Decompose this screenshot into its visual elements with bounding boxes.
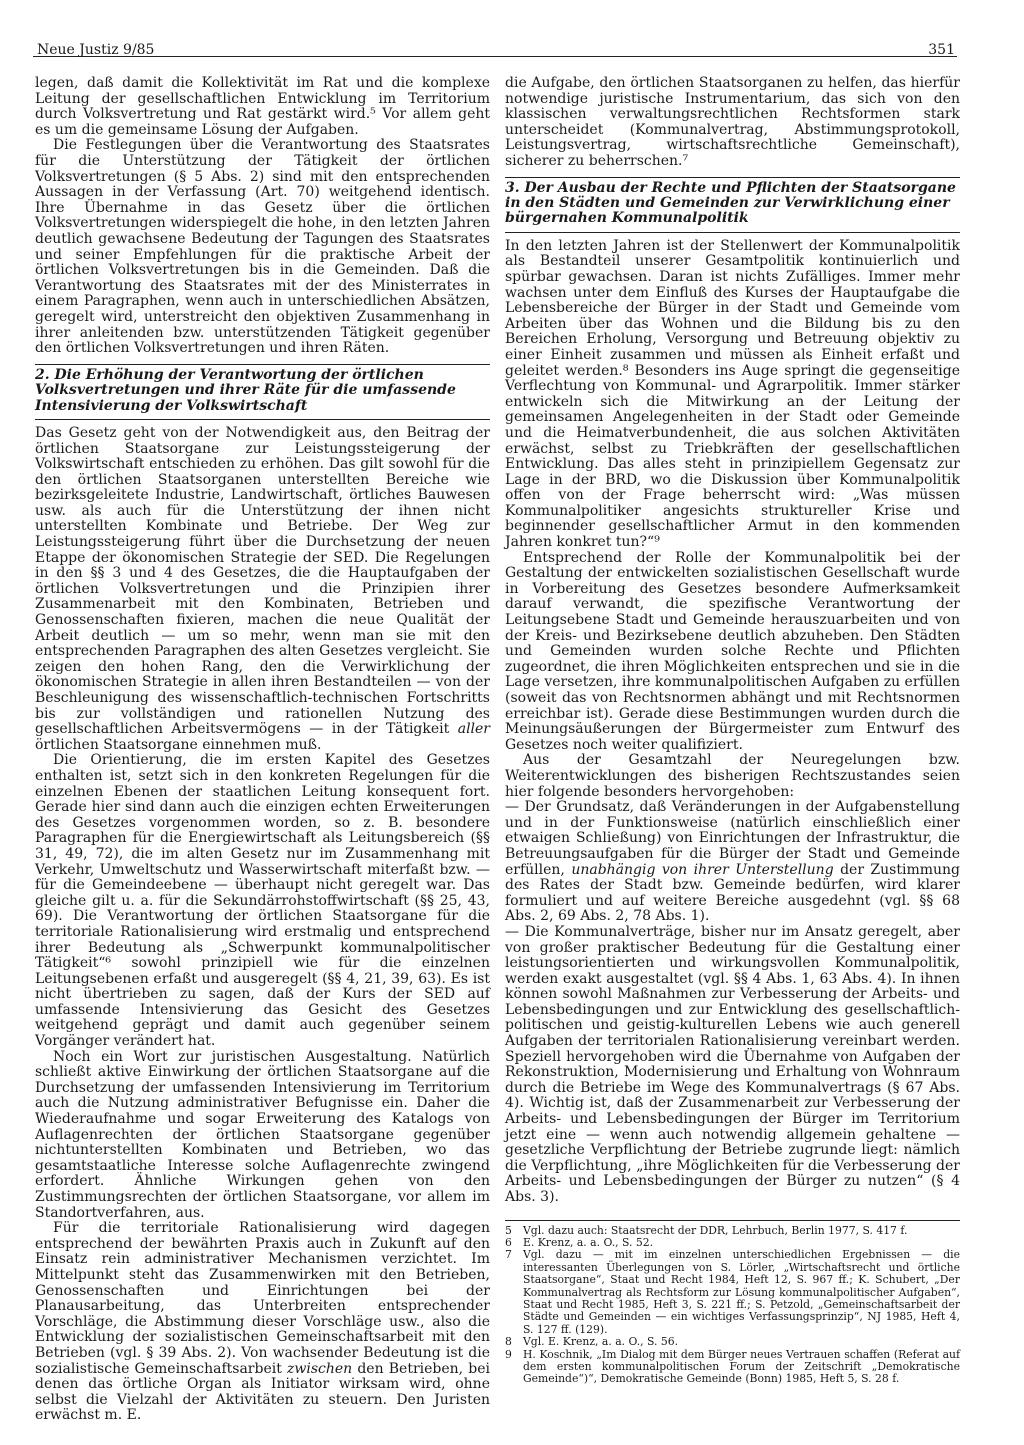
- emphasis: zwischen: [286, 1360, 353, 1377]
- text-run: Für die territoriale Rationalisierung wird dagegen entsprechend der bewährten Praxis auch in Zukunft auf den Einsatz rein administrativer Mechanismen verzichtet. Im Mittelpunkt steht das Zusammenwirken mit den Betrieben, Genossenschaften und Einrichtungen bei der Planausarbeitung, das Unterbreiten entsprechender Vorschläge, die Abstimmung dieser Vorschläge usw., also die Entwicklung der sozialistischen Gemeinschaftsarbeit mit den Betrieben (vgl. § 39 Abs. 2). Von wachsender Bedeutung ist die sozialistische Gemeinschaftsarbeit: [35, 1220, 490, 1377]
- footnote-text: Vgl. E. Krenz, a. a. O., S. 56.: [523, 1335, 679, 1349]
- text-run: — Der Grundsatz, daß Veränderungen in der Aufgabenstellung und in der Funktionsweise (natürlich einschließlich einer etwaigen Schließung) von Einrichtungen der Infrastruktur, die Betreuungsaufgaben für die Bürger der Stadt und Gemeinde erfüllen,: [505, 799, 960, 878]
- left-column: [35, 76, 490, 1424]
- footnote-number: 6: [505, 1236, 512, 1249]
- page-number: 351: [928, 42, 955, 58]
- footnote: [505, 1249, 960, 1336]
- footnote: [505, 1349, 960, 1386]
- section-heading-2: 2. Die Erhöhung der Verantwortung der örtlichen Volksvertretungen und ihrer Räte für die umfassende Intensivierung der Volkswirtschaft: [35, 364, 490, 420]
- emphasis: unabhängig von ihrer Unterstellung: [571, 861, 834, 878]
- footnote: [505, 1336, 960, 1348]
- footnote-number: 7: [505, 1248, 512, 1262]
- paragraph: legen, daß damit die Kollektivität im Rat und die komplexe Leitung der gesellschaftlichen Entwicklung im Territorium durch Volksvertretung und Rat gestärkt wird.⁵ Vor allem geht es um die gemeinsame Lösung der Aufgaben.: [35, 75, 490, 138]
- footnote-text: E. Krenz, a. a. O., S. 52.: [523, 1236, 654, 1249]
- paragraph: — Die Kommunalverträge, bisher nur im Ansatz geregelt, aber von großer praktischer Bedeutung für die Gestaltung einer leistungsorientierten und wirkungsvollen Kommunalpolitik, werden exakt ausgestaltet (vgl. §§ 4 Abs. 1, 63 Abs. 4). In ihnen können sowohl Maßnahmen zur Verbesserung der Arbeits- und Lebensbedingungen und zur Entwicklung des gesellschaftlich-politischen und geistig-kulturellen Lebens wie auch generell Aufgaben der territorialen Rationalisierung vereinbart werden. Speziell hervorgehoben wird die Übernahme von Aufgaben der Rekonstruktion, Modernisierung und Erhaltung von Wohnraum durch die Betriebe im Wege des Kommunalvertrags (§ 67 Abs. 4). Wichtig ist, daß der Zusammenarbeit zur Verbesserung der Arbeits- und Lebensbedingungen der Bürger im Territorium jetzt eine — wenn auch notwendig allgemein gehaltene — gesetzliche Verpflichtung der Betriebe zugrunde liegt: nämlich die Verpflichtung, „ihre Möglichkeiten für die Verbesserung der Arbeits- und Lebensbedingungen der Bürger zu nutzen“ (§ 4 Abs. 3).: [505, 923, 960, 1205]
- emphasis: aller: [457, 721, 490, 738]
- footnote-number: 8: [505, 1335, 512, 1349]
- footnote-text: H. Koschnik, „Im Dialog mit dem Bürger neues Vertrauen schaffen (Referat auf dem ersten kommunalpolitischen Forum der Zeitschrift „Demokratische Gemeinde“)“, Demokratische Gemeinde (Bonn) 1985, Heft 5, S. 28 f.: [523, 1347, 960, 1386]
- footnote-text: Vgl. dazu auch: Staatsrecht der DDR, Lehrbuch, Berlin 1977, S. 417 f.: [523, 1223, 908, 1237]
- paragraph: [505, 800, 960, 925]
- text-run: Das Gesetz geht von der Notwendigkeit aus, den Beitrag der örtlichen Staatsorgane zur Leistungssteigerung der Volkswirtschaft entschieden zu erhöhen. Das gilt sowohl für die den örtlichen Staatsorganen unterstellten Bereiche wie bezirksgeleitete Industrie, Landwirtschaft, örtliches Bauwesen usw. als auch für die Unterstützung der ihnen nicht unterstellten Kombinate und Betriebe. Der Weg zur Leistungssteigerung führt über die Durchsetzung der neuen Etappe der ökonomischen Strategie der SED. Die Regelungen in den §§ 3 und 4 des Gesetzes, die die Hauptaufgaben der örtlichen Volksvertretungen und die Prinzipien ihrer Zusammenarbeit mit den Kombinaten, Betrieben und Genossenschaften fixieren, machen die neue Qualität der Arbeit deutlich — um so mehr, wenn man sie mit den entsprechenden Paragraphen des alten Gesetzes vergleicht. Sie zeigen den hohen Rang, den die Verwirklichung der ökonomischen Strategie in allen ihren Bestandteilen — von der Beschleunigung des wissenschaftlich-technischen Fortschritts bis zur vollständigen und rationellen Nutzung des gesellschaftlichen Arbeitsvermögens — in der Tätigkeit: [35, 424, 490, 738]
- paragraph: Die Orientierung, die im ersten Kapitel des Gesetzes enthalten ist, setzt sich in den konkreten Regelungen für die einzelnen Ebenen der staatlichen Leitung konsequent fort. Gerade hier sind dann auch die einzigen echten Erweiterungen des Gesetzes vorgenommen worden, so z. B. besondere Paragraphen für die Energiewirtschaft als Leitungsbereich (§§ 31, 49, 72), die im alten Gesetz nur im Zusammenhang mit Verkehr, Umweltschutz und Wasserwirtschaft miterfaßt bzw. — für die Gemeindeebene — überhaupt nicht geregelt war. Das gleiche gilt u. a. für die Sekundärrohstoffwirtschaft (§§ 25, 43, 69). Die Verantwortung der örtlichen Staatsorgane für die territoriale Rationalisierung wird erstmalig und entsprechend ihrer Bedeutung als „Schwerpunkt kommunalpolitischer Tätigkeit“⁶ sowohl prinzipiell wie für die einzelnen Leitungsebenen erfaßt und ausgeregelt (§§ 4, 21, 39, 63). Es ist nicht übertrieben zu sagen, daß der Kurs der SED auf umfassende Intensivierung das Gesicht des Gesetzes weitgehend geprägt und damit auch gegenüber seinem Vorgänger verändert hat.: [35, 752, 490, 1050]
- footnote-number: 9: [505, 1347, 512, 1361]
- paragraph: die Aufgabe, den örtlichen Staatsorganen zu helfen, das hierfür notwendige juristische Instrumentarium, das sich von den klassischen verwaltungsrechtlichen Rechtsformen stark unterscheidet (Kommunalvertrag, Abstimmungsprotokoll, Leistungsvertrag, wirtschaftsrechtliche Gemeinschaft), sicherer zu beherrschen.⁷: [505, 75, 960, 169]
- paragraph: In den letzten Jahren ist der Stellenwert der Kommunalpolitik als Bestandteil unserer Gesamtpolitik kontinuierlich und spürbar gewachsen. Daran ist nichts Zufälliges. Immer mehr wachsen unter dem Einfluß des Kurses der Hauptaufgabe die Lebensbereiche der Bürger in der Stadt und Gemeinde vom Arbeiten über das Wohnen und die Bildung bis zu den Bereichen Erholung, Versorgung und Betreuung objektiv zu einer Einheit zusammen und müssen als Einheit erfaßt und geleitet werden.⁸ Besonders ins Auge springt die gegenseitige Verflechtung von Kommunal- und Agrarpolitik. Immer stärker entwickeln sich die Mitwirkung an der Leitung der gemeinsamen Angelegenheiten in der Stadt oder Gemeinde und die Heimatverbundenheit, die aus solchen Aktivitäten erwächst, selbst zu Triebkräften der gesellschaftlichen Entwicklung. Das alles steht in prinzipiellem Gegensatz zur Lage in der BRD, wo die Diskussion über Kommunalpolitik offen von der Frage beherrscht wird: „Was müssen Kommunalpolitiker angesichts struktureller Krise und beginnender gesellschaftlicher Armut in den kommenden Jahren konkret tun?“⁹: [505, 237, 960, 551]
- section-heading-3: 3. Der Ausbau der Rechte und Pflichten der Staatsorgane in den Städten und Gemeinden zur Verwirklichung einer bürgernahen Kommunalpolitik: [505, 177, 960, 233]
- paragraph: Die Festlegungen über die Verantwortung des Staatsrates für die Unterstützung der Tätigkeit der örtlichen Volksvertretungen (§ 5 Abs. 2) sind mit den entsprechenden Aussagen in der Verfassung (Art. 70) weitgehend identisch. Ihre Übernahme in das Gesetz über die örtlichen Volksvertretungen widerspiegelt die hohe, in den letzten Jahren deutlich gewachsene Bedeutung der Tagungen des Staatsrates und seiner Empfehlungen für die praktische Arbeit der örtlichen Volksvertretungen bis in die Gemeinden. Daß die Verantwortung des Staatsrates mit der des Ministerrates in einem Paragraphen, wenn auch in unterschiedlichen Absätzen, geregelt wird, unterstreicht den objektiven Zusammenhang in ihrer anleitenden bzw. unterstützenden Tätigkeit gegenüber den örtlichen Volksvertretungen und ihren Räten.: [35, 137, 490, 357]
- footnotes: [505, 1225, 960, 1386]
- journal-title: Neue Justiz 9/85: [37, 42, 155, 58]
- paragraph: Aus der Gesamtzahl der Neuregelungen bzw. Weiterentwicklungen des bisherigen Rechtszustandes seien hier folgende besonders hervorgehoben:: [505, 752, 960, 800]
- paragraph: Entsprechend der Rolle der Kommunalpolitik bei der Gestaltung der entwickelten sozialistischen Gesellschaft wurde in Vorbereitung des Gesetzes besondere Aufmerksamkeit darauf verwandt, die spezifische Verantwortung der Leitungsebene Stadt und Gemeinde herauszuarbeiten und von der Kreis- und Bezirksebene deutlich abzuheben. Den Städten und Gemeinden wurden solche Rechte und Pflichten zugeordnet, die ihren Möglichkeiten entsprechen und sie in die Lage versetzen, ihre kommunalpolitischen Aufgaben zu erfüllen (soweit das von Rechtsnormen abhängt und mit Rechtsnormen erreichbar ist). Gerade diese Bestimmungen wurden durch die Meinungsäußerungen der Bürgermeister zum Entwurf des Gesetzes noch weiter qualifiziert.: [505, 549, 960, 753]
- paragraph: [35, 426, 490, 753]
- footnote-number: 5: [505, 1223, 512, 1237]
- footnote-text: Vgl. dazu — mit im einzelnen unterschiedlichen Ergebnissen — die interessanten Überlegungen von S. Lörler, „Wirtschaftsrecht und örtliche Staatsorgane“, Staat und Recht 1984, Heft 12, S. 967 ff.; K. Schubert, „Der Kommunalvertrag als Rechtsform zur Lösung kommunalpolitischer Aufgaben“, Staat und Recht 1985, Heft 3, S. 221 ff.; S. Petzold, „Gemeinschaftsarbeit der Städte und Gemeinden — ein wichtiges Verfassungsprinzip“, NJ 1985, Heft 4, S. 127 ff. (129).: [523, 1248, 960, 1336]
- text-run: örtlichen Staatsorgane einnehmen muß.: [35, 736, 322, 753]
- paragraph: Noch ein Wort zur juristischen Ausgestaltung. Natürlich schließt aktive Einwirkung der örtlichen Staatsorgane auf die Durchsetzung der umfassenden Intensivierung im Territorium auch die Nutzung administrativer Befugnisse ein. Daher die Wiederaufnahme und sogar Erweiterung des Katalogs von Auflagenrechten der örtlichen Staatsorgane gegenüber nichtunterstellten Kombinaten und Betrieben, wo das gesamtstaatliche Interesse solche Auflagenrechte zwingend erfordert. Ähnliche Wirkungen gehen von den Zustimmungsrechten der örtlichen Staatsorgane, vor allem im Standortverfahren, aus.: [35, 1048, 490, 1221]
- text-run: der Zustimmung des Rates der Stadt bzw. Gemeinde bedürfen, wird klarer formuliert und auf weitere Bereiche ausgedehnt (vgl. §§ 68 Abs. 2, 69 Abs. 2, 78 Abs. 1).: [505, 861, 961, 925]
- page-header: [33, 32, 957, 57]
- footnote-separator: [505, 1220, 960, 1221]
- text-run: den Betrieben, bei denen das örtliche Organ als Initiator wirksam wird, ohne selbst die Vielzahl der Aktivitäten zu steuern. Den Juristen erwächst m. E.: [35, 1360, 490, 1424]
- right-column: [505, 76, 960, 1386]
- paragraph: [35, 1221, 490, 1424]
